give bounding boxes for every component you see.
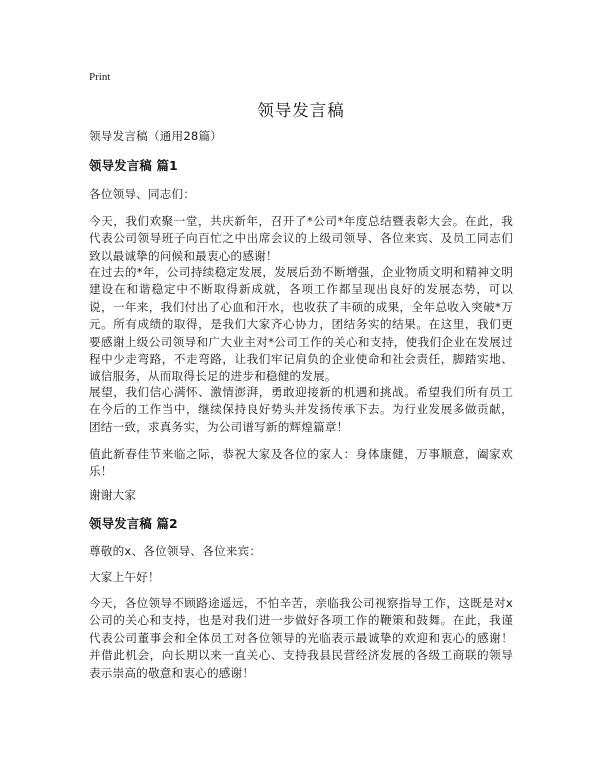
body-paragraph: 值此新春佳节来临之际，恭祝大家及各位的家人：身体康健，万事顺意，阖家欢乐！ [89,447,513,479]
section-heading-1: 领导发言稿 篇1 [89,158,178,173]
greeting-paragraph: 各位领导、同志们： [89,187,196,201]
greeting-paragraph: 大家上午好！ [89,570,160,584]
body-paragraph: 今天，各位领导不顾路途遥远，不怕辛苦，亲临我公司视察指导工作，这既是对x公司的关心和支持，也是对我们进一步做好各项工作的鞭策和鼓舞。在此，我谨代表公司董事会和全体员工对各位领导的光临表示最诚挚的欢迎和衷心的感谢！并借此机会，向长期以来一直关心、支持我县民营经济发展的各级工商联的领导表示崇高的敬意和衷心的感谢！ [89,596,513,680]
document-title: 领导发言稿 [257,101,345,120]
body-paragraph: 展望，我们信心满怀、激情澎湃，勇敢迎接新的机遇和挑战。希望我们所有员工在今后的工作当中，继续保持良好势头并发扬传承下去。为行业发展多做贡献，团结一致，求真务实，为公司谱写新的辉煌篇章！ [89,385,513,434]
body-paragraph: 今天，我们欢聚一堂，共庆新年，召开了*公司*年度总结暨表彰大会。在此，我代表公司领导班子向百忙之中出席会议的上级司领导、各位来宾、及员工同志们致以最诚挚的问候和最衷心的感谢！ [89,214,513,263]
print-label: Print [89,71,111,83]
greeting-paragraph: 尊敬的x、各位领导、各位来宾： [89,544,262,558]
document-subtitle: 领导发言稿（通用28篇） [89,129,223,143]
closing-paragraph: 谢谢大家 [89,488,137,502]
body-paragraph: 在过去的*年，公司持续稳定发展，发展后劲不断增强，企业物质文明和精神文明建设在和谐稳定中不断取得新成就，各项工作都呈现出良好的发展态势，可以说，一年来，我们付出了心血和汗水，也收获了丰硕的成果，全年总收入突破*万元。所有成绩的取得，是我们大家齐心协力，团结务实的结果。在这里，我们更要感谢上级公司领导和广大业主对*公司工作的关心和支持，使我们企业在发展过程中少走弯路，不走弯路，让我们牢记肩负的企业使命和社会责任，脚踏实地、诚信服务，从而取得长足的进步和稳健的发展。 [89,265,513,384]
section-heading-2: 领导发言稿 篇2 [89,516,178,531]
